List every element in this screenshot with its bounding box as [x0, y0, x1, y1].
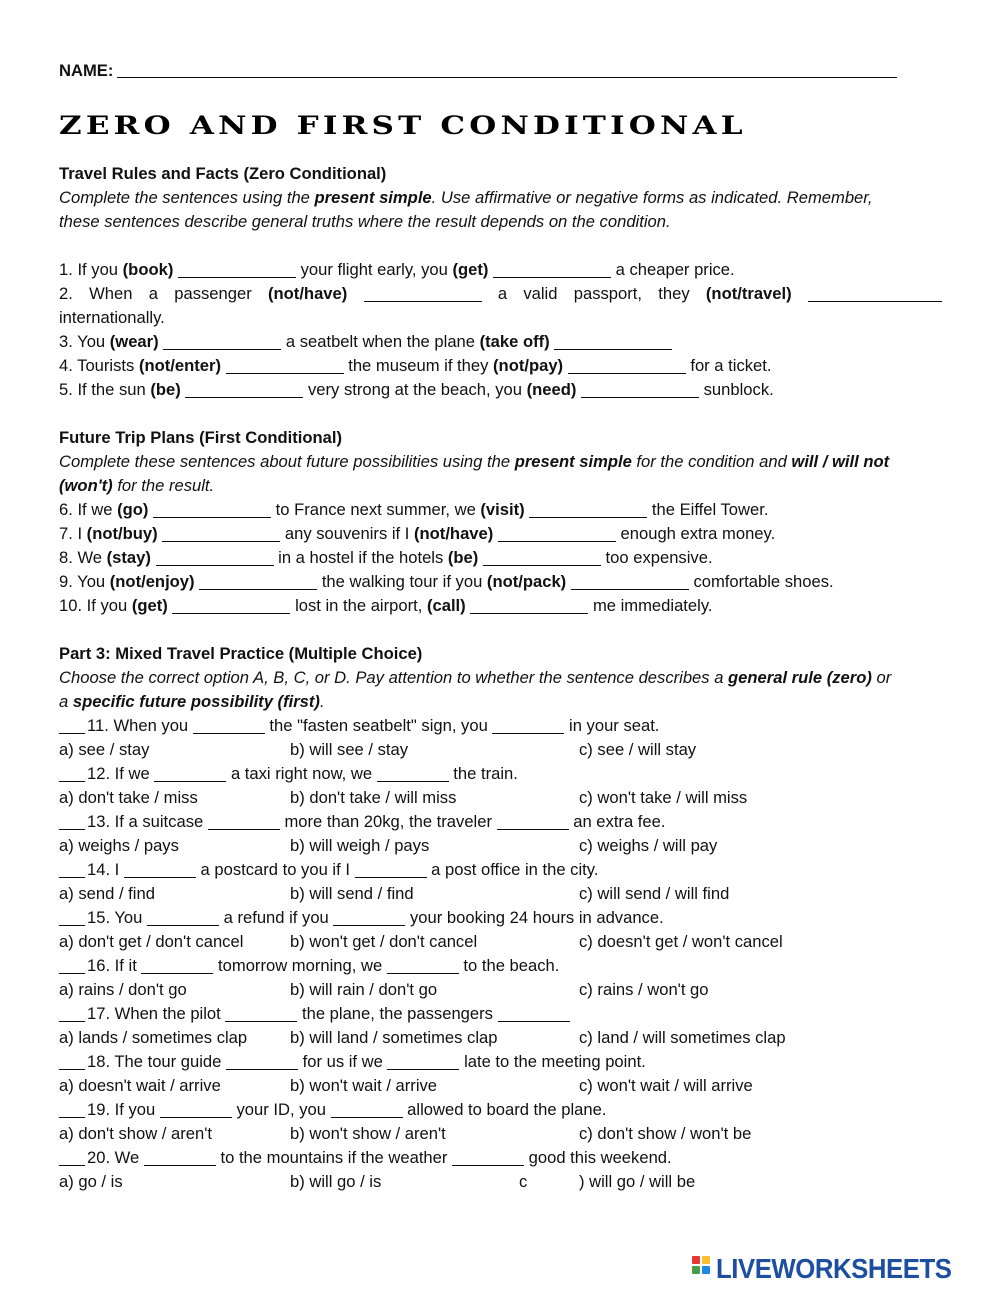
question-text: 13. If a suitcase: [87, 812, 208, 831]
question-8: 8. We (stay) in a hostel if the hotels (be) too expensive.: [59, 548, 713, 567]
name-label: NAME:: [59, 61, 114, 80]
option-c[interactable]: c) see / will stay: [579, 740, 697, 759]
question-10: 10. If you (get) lost in the airport, (call) me immediately.: [59, 596, 713, 615]
answer-blank[interactable]: [144, 1149, 216, 1166]
option-c[interactable]: c) rains / won't go: [579, 980, 709, 999]
answer-blank[interactable]: [147, 909, 219, 926]
answer-blank[interactable]: [178, 261, 296, 278]
mc-options: [59, 738, 942, 762]
answer-blank[interactable]: [162, 525, 280, 542]
question-text: 15. You: [87, 908, 147, 927]
answer-blank[interactable]: [225, 1005, 297, 1022]
answer-blank[interactable]: [387, 1053, 459, 1070]
answer-blank[interactable]: [226, 357, 344, 374]
logo-block: [702, 1266, 710, 1274]
question-text: more than 20kg, the traveler: [279, 812, 497, 831]
answer-blank[interactable]: [333, 909, 405, 926]
question-3: 3. You (wear) a seatbelt when the plane (take off): [59, 330, 942, 354]
question-text: an extra fee.: [568, 812, 666, 831]
question-6: 6. If we (go) to France next summer, we (visit) the Eiffel Tower.: [59, 500, 769, 519]
option-c[interactable]: c) doesn't get / won't cancel: [579, 932, 783, 951]
answer-blank[interactable]: [377, 765, 449, 782]
section2-heading: Future Trip Plans (First Conditional): [59, 428, 343, 447]
answer-blank[interactable]: [193, 717, 265, 734]
mc-question: [59, 714, 942, 738]
section2-instructions-line2: (won't) for the result.: [59, 476, 215, 495]
question-text: to the beach.: [458, 956, 560, 975]
question-4: 4. Tourists (not/enter) the museum if they (not/pay) for a ticket.: [59, 356, 772, 375]
question-text: 16. If it: [87, 956, 142, 975]
mc-options: [59, 1026, 942, 1050]
logo-block: [692, 1256, 700, 1264]
answer-letter-blank[interactable]: [59, 957, 85, 974]
name-input-line[interactable]: [117, 77, 897, 78]
option-c[interactable]: c) weighs / will pay: [579, 836, 718, 855]
question-1: 1. If you (book) your flight early, you (get) a cheaper price.: [59, 260, 735, 279]
answer-letter-blank[interactable]: [59, 1101, 85, 1118]
mc-options: [59, 786, 942, 810]
mc-question: [59, 906, 942, 930]
answer-blank[interactable]: [554, 333, 672, 350]
option-b[interactable]: b) won't get / don't cancel: [290, 932, 478, 951]
mc-options: [59, 978, 942, 1002]
question-20-options: [59, 1170, 942, 1194]
answer-blank[interactable]: [529, 501, 647, 518]
name-row: [59, 58, 942, 84]
question-text: your booking 24 hours in advance.: [405, 908, 664, 927]
mc-question: [59, 1002, 942, 1026]
logo-block: [692, 1266, 700, 1274]
question-20: 20. We to the mountains if the weather good this weekend.: [59, 1146, 942, 1170]
question-text: 18. The tour guide: [87, 1052, 226, 1071]
question-text: 19. If you: [87, 1100, 160, 1119]
answer-letter-blank[interactable]: [59, 1005, 85, 1022]
answer-blank[interactable]: [331, 1101, 403, 1118]
worksheet: [59, 58, 942, 1194]
answer-letter-blank[interactable]: [59, 813, 85, 830]
section3-instructions-line2: a specific future possibility (first).: [59, 692, 325, 711]
mc-options: [59, 834, 942, 858]
mc-question: [59, 762, 942, 786]
mc-options: [59, 1122, 942, 1146]
question-text: a post office in the city.: [426, 860, 599, 879]
question-text: a refund if you: [219, 908, 334, 927]
mc-question: [59, 1098, 942, 1122]
answer-blank[interactable]: [498, 1005, 570, 1022]
question-text: 11. When you: [87, 716, 193, 735]
answer-blank[interactable]: [226, 1053, 298, 1070]
mc-question: [59, 954, 942, 978]
option-b[interactable]: b) don't take / will miss: [290, 788, 457, 807]
option-c-letter[interactable]: c: [519, 1172, 528, 1191]
answer-blank[interactable]: [581, 381, 699, 398]
question-7: 7. I (not/buy) any souvenirs if I (not/have) enough extra money.: [59, 524, 776, 543]
option-b[interactable]: b) will go / is: [290, 1172, 382, 1191]
option-a[interactable]: a) doesn't wait / arrive: [59, 1076, 221, 1095]
question-text: 12. If we: [87, 764, 155, 783]
logo-blocks-icon: [692, 1256, 712, 1282]
option-a[interactable]: a) go / is: [59, 1172, 123, 1191]
question-text: a taxi right now, we: [226, 764, 377, 783]
answer-blank[interactable]: [470, 597, 588, 614]
answer-blank[interactable]: [156, 549, 274, 566]
option-c[interactable]: c) land / will sometimes clap: [579, 1028, 786, 1047]
option-b[interactable]: b) will see / stay: [290, 740, 409, 759]
option-c[interactable]: c) don't show / won't be: [579, 1124, 752, 1143]
option-a[interactable]: a) rains / don't go: [59, 980, 187, 999]
option-b[interactable]: b) will send / find: [290, 884, 414, 903]
option-b[interactable]: b) will land / sometimes clap: [290, 1028, 498, 1047]
answer-blank[interactable]: [492, 717, 564, 734]
answer-blank[interactable]: [483, 549, 601, 566]
option-c[interactable]: ) will go / will be: [579, 1172, 696, 1191]
mc-options: [59, 882, 942, 906]
answer-blank[interactable]: [355, 861, 427, 878]
answer-blank[interactable]: [172, 597, 290, 614]
option-b[interactable]: b) won't show / aren't: [290, 1124, 446, 1143]
section1-heading: Travel Rules and Facts (Zero Conditional): [59, 164, 387, 183]
option-a[interactable]: a) send / find: [59, 884, 155, 903]
option-a[interactable]: a) see / stay: [59, 740, 150, 759]
question-text: the "fasten seatbelt" sign, you: [264, 716, 493, 735]
logo-block: [702, 1256, 710, 1264]
page-title: ZERO AND FIRST CONDITIONAL: [59, 111, 747, 141]
question-5: 5. If the sun (be) very strong at the beach, you (need) sunblock.: [59, 380, 774, 399]
answer-letter-blank[interactable]: [59, 1053, 85, 1070]
answer-blank[interactable]: [497, 813, 569, 830]
logo-text: LIVEWORKSHEETS: [716, 1253, 952, 1284]
section1-instructions: Complete the sentences using the present simple. Use affirmative or negative forms as indicated. Remember,: [59, 188, 873, 207]
answer-blank[interactable]: [185, 381, 303, 398]
question-text: your ID, you: [231, 1100, 331, 1119]
question-2: 2. When a passenger (not/have) a valid passport, they (not/travel): [59, 282, 942, 306]
mc-question: [59, 1050, 942, 1074]
question-text: late to the meeting point.: [459, 1052, 646, 1071]
question-text: allowed to board the plane.: [402, 1100, 607, 1119]
answer-blank[interactable]: [208, 813, 280, 830]
answer-letter-blank[interactable]: [59, 1149, 85, 1166]
answer-blank[interactable]: [452, 1149, 524, 1166]
answer-blank[interactable]: [160, 1101, 232, 1118]
answer-blank[interactable]: [141, 957, 213, 974]
question-text: 17. When the pilot: [87, 1004, 226, 1023]
question-text: for us if we: [298, 1052, 388, 1071]
option-a[interactable]: a) weighs / pays: [59, 836, 179, 855]
mc-options: [59, 1074, 942, 1098]
section3-heading: Part 3: Mixed Travel Practice (Multiple Choice): [59, 644, 423, 663]
liveworksheets-logo: [692, 1252, 992, 1286]
option-c[interactable]: c) won't wait / will arrive: [579, 1076, 753, 1095]
option-b[interactable]: b) will rain / don't go: [290, 980, 438, 999]
question-text: in your seat.: [564, 716, 660, 735]
answer-letter-blank[interactable]: [59, 861, 85, 878]
option-a[interactable]: a) don't take / miss: [59, 788, 198, 807]
answer-blank[interactable]: [154, 765, 226, 782]
question-9: 9. You (not/enjoy) the walking tour if you (not/pack) comfortable shoes.: [59, 572, 834, 591]
answer-blank[interactable]: [163, 333, 281, 350]
answer-blank[interactable]: [571, 573, 689, 590]
answer-blank[interactable]: [199, 573, 317, 590]
multiple-choice-list: [59, 714, 942, 1146]
answer-letter-blank[interactable]: [59, 717, 85, 734]
answer-blank[interactable]: [364, 285, 482, 302]
answer-blank[interactable]: [498, 525, 616, 542]
question-text: the train.: [448, 764, 518, 783]
mc-options: [59, 930, 942, 954]
answer-blank[interactable]: [124, 861, 196, 878]
mc-question: [59, 858, 942, 882]
answer-blank[interactable]: [493, 261, 611, 278]
section1-instructions-line2: these sentences describe general truths where the result depends on the condition.: [59, 212, 671, 231]
section3-instructions: Choose the correct option A, B, C, or D. Pay attention to whether the sentence describes a general rule (zero) or: [59, 668, 892, 687]
answer-letter-blank[interactable]: [59, 909, 85, 926]
option-a[interactable]: a) lands / sometimes clap: [59, 1028, 248, 1047]
question-2-line2: internationally.: [59, 308, 165, 327]
mc-question: [59, 810, 942, 834]
section2-instructions: Complete these sentences about future possibilities using the present simple for the condition and will / will not: [59, 452, 890, 471]
option-a[interactable]: a) don't get / don't cancel: [59, 932, 244, 951]
option-a[interactable]: a) don't show / aren't: [59, 1124, 212, 1143]
option-b[interactable]: b) will weigh / pays: [290, 836, 430, 855]
question-text: the plane, the passengers: [297, 1004, 498, 1023]
answer-blank[interactable]: [387, 957, 459, 974]
answer-blank[interactable]: [808, 285, 942, 302]
answer-blank[interactable]: [568, 357, 686, 374]
question-text: 14. I: [87, 860, 124, 879]
answer-blank[interactable]: [153, 501, 271, 518]
answer-letter-blank[interactable]: [59, 765, 85, 782]
option-c[interactable]: c) won't take / will miss: [579, 788, 748, 807]
option-b[interactable]: b) won't wait / arrive: [290, 1076, 438, 1095]
option-c[interactable]: c) will send / will find: [579, 884, 730, 903]
question-text: a postcard to you if I: [195, 860, 355, 879]
question-text: tomorrow morning, we: [213, 956, 387, 975]
